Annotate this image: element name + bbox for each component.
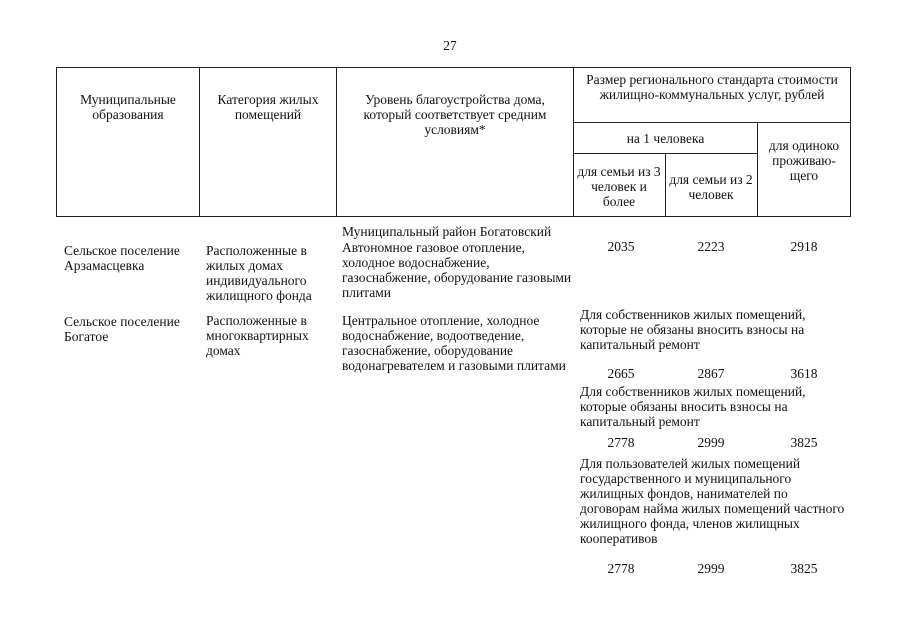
- district-name: Муниципальный район Богатовский: [342, 224, 552, 239]
- value-row1-family3: 2035: [607, 239, 635, 254]
- header-municipalities: Муниципальные образования: [80, 92, 176, 122]
- header-level: Уровень благоустройства дома, который соответствует средним условиям*: [363, 92, 547, 137]
- value-row1-single: 2918: [790, 239, 818, 254]
- value-group3-family3: 2778: [607, 561, 635, 576]
- header-family-2: для семьи из 2 человек: [669, 172, 753, 202]
- header-per-person: на 1 человека: [626, 131, 705, 146]
- value-group3-single: 3825: [790, 561, 818, 576]
- value-group1-single: 3618: [790, 366, 818, 381]
- page-number: 27: [443, 38, 457, 53]
- group-label-3: Для пользователей жилых помещений государственного и муниципального жилищных фондов, нанимателей по договорам найма жилых помещений частного жилищного фонда, членов жилищных кооперативов: [580, 456, 845, 546]
- group-label-2: Для собственников жилых помещений, которые обязаны вносить взносы на капитальный ремонт: [580, 384, 806, 429]
- header-single: для одиноко проживаю-щего: [768, 138, 840, 183]
- value-group1-family2: 2867: [697, 366, 725, 381]
- value-group3-family2: 2999: [697, 561, 725, 576]
- value-group2-family3: 2778: [607, 435, 635, 450]
- group-label-1: Для собственников жилых помещений, которые не обязаны вносить взносы на капитальный ремонт: [580, 307, 806, 352]
- level-row-2: Центральное отопление, холодное водоснабжение, водоотведение, газоснабжение, оборудование водонагревателем и газовыми плитами: [342, 313, 566, 373]
- municipality-arzamascevka: Сельское поселение Арзамасцевка: [64, 243, 180, 273]
- category-individual: Расположенные в жилых домах индивидуального жилищного фонда: [206, 243, 312, 303]
- value-group2-single: 3825: [790, 435, 818, 450]
- level-row-1: Автономное газовое отопление, холодное водоснабжение, газоснабжение, оборудование газовыми плитами: [342, 240, 572, 300]
- municipality-bogatoe: Сельское поселение Богатое: [64, 314, 180, 344]
- category-apartment: Расположенные в многоквартирных домах: [206, 313, 309, 358]
- header-standard-size: Размер регионального стандарта стоимости жилищно-коммунальных услуг, рублей: [586, 72, 838, 102]
- value-group1-family3: 2665: [607, 366, 635, 381]
- value-row1-family2: 2223: [697, 239, 725, 254]
- header-family-3: для семьи из 3 человек и более: [577, 164, 661, 209]
- value-group2-family2: 2999: [697, 435, 725, 450]
- header-category: Категория жилых помещений: [217, 92, 319, 122]
